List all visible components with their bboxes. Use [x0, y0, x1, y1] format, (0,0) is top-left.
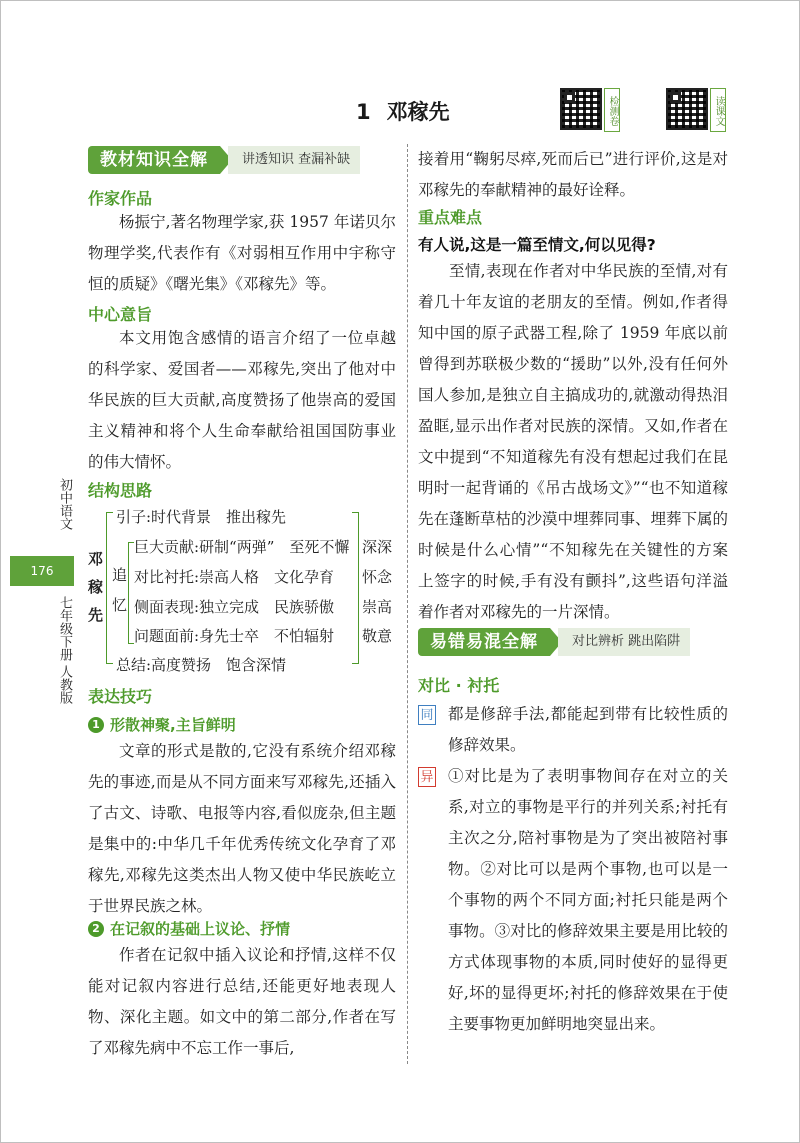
tree-item-2: 对比衬托:崇高人格 文化孕育 [134, 568, 335, 586]
side-edition: 七年级下册 人教版 [57, 596, 72, 705]
tree-right-1: 深深 [362, 538, 393, 556]
banner-subtitle-2: 对比辨析 跳出陷阱 [558, 628, 690, 656]
qr-label-test: 检测卷 [604, 88, 620, 132]
same-paragraph: 都是修辞手法,都能起到带有比较性质的修辞效果。 [448, 705, 728, 754]
number-badge-2: 2 [88, 921, 104, 937]
qr-code-read[interactable] [666, 88, 708, 130]
tree-recall-2: 忆 [112, 596, 128, 614]
tree-right-2: 怀念 [362, 568, 393, 586]
lesson-number: 1 [356, 100, 371, 124]
side-subject: 初中语文 [57, 478, 72, 530]
qr-label-read: 读课文 [710, 88, 726, 132]
technique-2-paragraph: 作者在记叙中插入议论和抒情,这样不仅能对记叙内容进行总结,还能更好地表现人物、深化主题。如文中的第二部分,作者在写了邓稼先病中不忘工作一事后, [88, 946, 396, 1057]
diff-tag: 异 [418, 767, 436, 787]
banner-subtitle: 讲透知识 查漏补缺 [228, 146, 360, 174]
heading-structure: 结构思路 [88, 481, 153, 500]
technique-2-heading [88, 918, 290, 939]
qr-code-test[interactable] [560, 88, 602, 130]
section-banner-confusion [418, 628, 690, 656]
tree-subject-3: 先 [88, 606, 104, 624]
tree-subject-1: 邓 [88, 550, 104, 568]
page-number-tab: 176 [10, 556, 74, 586]
section-banner-knowledge [88, 146, 360, 174]
number-badge-1: 1 [88, 717, 104, 733]
heading-author: 作家作品 [88, 189, 153, 208]
tree-right-3: 崇高 [362, 598, 393, 616]
heading-theme: 中心意旨 [88, 305, 153, 324]
heading-compare: 对比 · 衬托 [418, 676, 500, 695]
tree-recall-1: 追 [112, 566, 128, 584]
right-brace [352, 512, 359, 664]
author-paragraph: 杨振宁,著名物理学家,获 1957 年诺贝尔物理学奖,代表作有《对弱相互作用中宇称守恒的质疑》《曙光集》《邓稼先》等。 [88, 213, 396, 293]
heading-key-points: 重点难点 [418, 208, 483, 227]
continued-paragraph: 接着用“鞠躬尽瘁,死而后已”进行评价,这是对邓稼先的奉献精神的最好诠释。 [418, 150, 728, 199]
left-brace [106, 512, 113, 664]
tree-intro: 引子:时代背景 推出稼先 [116, 508, 287, 526]
banner-title-2: 易错易混全解 [418, 628, 550, 656]
technique-2-title: 在记叙的基础上议论、抒情 [110, 920, 291, 938]
technique-1-paragraph: 文章的形式是散的,它没有系统介绍邓稼先的事迹,而是从不同方面来写邓稼先,还插入了古文、诗歌、电报等内容,看似庞杂,但主题是集中的:中华几千年优秀传统文化孕育了邓稼先,邓稼先这类杰出人物又使中华民族屹立于世界民族之林。 [88, 742, 396, 915]
column-divider [407, 144, 408, 1064]
key-question: 有人说,这是一篇至情文,何以见得? [418, 236, 656, 254]
diff-paragraph: ①对比是为了表明事物间存在对立的关系,对立的事物是平行的并列关系;衬托有主次之分,陪衬事物是为了突出被陪衬事物。②对比可以是两个事物,也可以是一个事物的两个不同方面;衬托只能是两个事物。③对比的修辞效果主要是用比较的方式体现事物的本质,同时使好的显得更好,坏的显得更坏;衬托的修辞效果在于使主要事物更加鲜明地突显出来。 [448, 767, 728, 1033]
same-tag: 同 [418, 705, 436, 725]
tree-item-4: 问题面前:身先士卒 不怕辐射 [134, 627, 335, 645]
banner-title: 教材知识全解 [88, 146, 220, 174]
tree-subject-2: 稼 [88, 578, 104, 596]
technique-1-title: 形散神聚,主旨鲜明 [110, 716, 236, 734]
lesson-title: 邓稼先 [386, 100, 450, 124]
key-answer-paragraph: 至情,表现在作者对中华民族的至情,对有着几十年友谊的老朋友的至情。例如,作者得知中国的原子武器工程,除了 1959 年底以前曾得到苏联极少数的“援助”以外,没有任何外国人参加,是独立自主搞成功的,就激动得热泪盈眶,显示出作者对民族的深情。又如,作者在文中提到“不知道稼先有没有想起过我们在昆明时一起背诵的《吊古战场文》”“也不知道稼先在蓬断草枯的沙漠中埋葬同事、埋葬下属的时候是什么心情”“不知稼先在关键性的方案上签字的时候,手有没有颤抖”,这些语句洋溢着作者对邓稼先的一片深情。 [418, 262, 729, 621]
tree-item-3: 侧面表现:独立完成 民族骄傲 [134, 598, 335, 616]
theme-paragraph: 本文用饱含感情的语言介绍了一位卓越的科学家、爱国者——邓稼先,突出了他对中华民族的巨大贡献,高度赞扬了他崇高的爱国主义精神和将个人生命奉献给祖国国防事业的伟大情怀。 [88, 329, 396, 471]
tree-item-1: 巨大贡献:研制“两弹” 至死不懈 [134, 538, 350, 556]
technique-1-heading [88, 714, 236, 735]
heading-technique: 表达技巧 [88, 687, 153, 706]
page-title [356, 96, 450, 126]
tree-summary: 总结:高度赞扬 饱含深情 [116, 656, 287, 674]
tree-right-4: 敬意 [362, 627, 393, 645]
